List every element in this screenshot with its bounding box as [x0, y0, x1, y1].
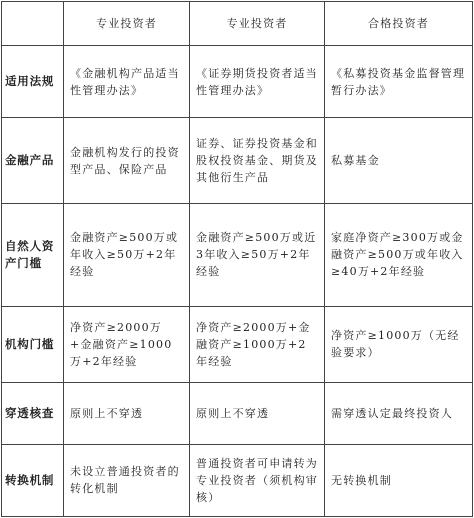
table-cell: 原则上不穿透 [190, 382, 325, 444]
table-cell: 私募基金 [325, 118, 473, 204]
row-label: 适用法规 [2, 46, 64, 118]
table-cell: 家庭净资产≥300万或金融资产≥500万或年收入≥40万+2年经验 [325, 204, 473, 306]
comparison-table [1, 1, 473, 517]
row-label: 机构门槛 [2, 306, 64, 382]
table-cell: 无转换机制 [325, 444, 473, 516]
table-row [2, 46, 473, 118]
header-corner-cell [2, 2, 64, 46]
table-row [2, 382, 473, 444]
table-cell: 《金融机构产品适当性管理办法》 [64, 46, 190, 118]
table-row [2, 444, 473, 516]
table-cell: 金融资产≥500万或年收入≥50万+2年经验 [64, 204, 190, 306]
table-cell: 净资产≥2000万+金融资产≥1000万+2年经验 [64, 306, 190, 382]
row-label: 穿透核查 [2, 382, 64, 444]
row-label: 转换机制 [2, 444, 64, 516]
table-row [2, 306, 473, 382]
table-header-row [2, 2, 473, 46]
row-label: 金融产品 [2, 118, 64, 204]
table-cell: 金融机构发行的投资型产品、保险产品 [64, 118, 190, 204]
table-cell: 普通投资者可申请转为专业投资者（须机构审核） [190, 444, 325, 516]
row-label: 自然人资产门槛 [2, 204, 64, 306]
table-row [2, 118, 473, 204]
table-cell: 原则上不穿透 [64, 382, 190, 444]
table-cell: 《证券期货投资者适当性管理办法》 [190, 46, 325, 118]
table-row [2, 204, 473, 306]
header-col-3: 合格投资者 [325, 2, 473, 46]
table-cell: 需穿透认定最终投资人 [325, 382, 473, 444]
header-col-1: 专业投资者 [64, 2, 190, 46]
table-cell: 净资产≥2000万+金融资产≥1000万+2年经验 [190, 306, 325, 382]
table-cell: 未设立普通投资者的转化机制 [64, 444, 190, 516]
table-cell: 《私募投资基金监督管理暂行办法》 [325, 46, 473, 118]
table-cell: 证券、证券投资基金和股权投资基金、期货及其他衍生产品 [190, 118, 325, 204]
header-col-2: 专业投资者 [190, 2, 325, 46]
table-cell: 金融资产≥500万或近3年收入≥50万+2年经验 [190, 204, 325, 306]
table-cell: 净资产≥1000万（无经验要求） [325, 306, 473, 382]
